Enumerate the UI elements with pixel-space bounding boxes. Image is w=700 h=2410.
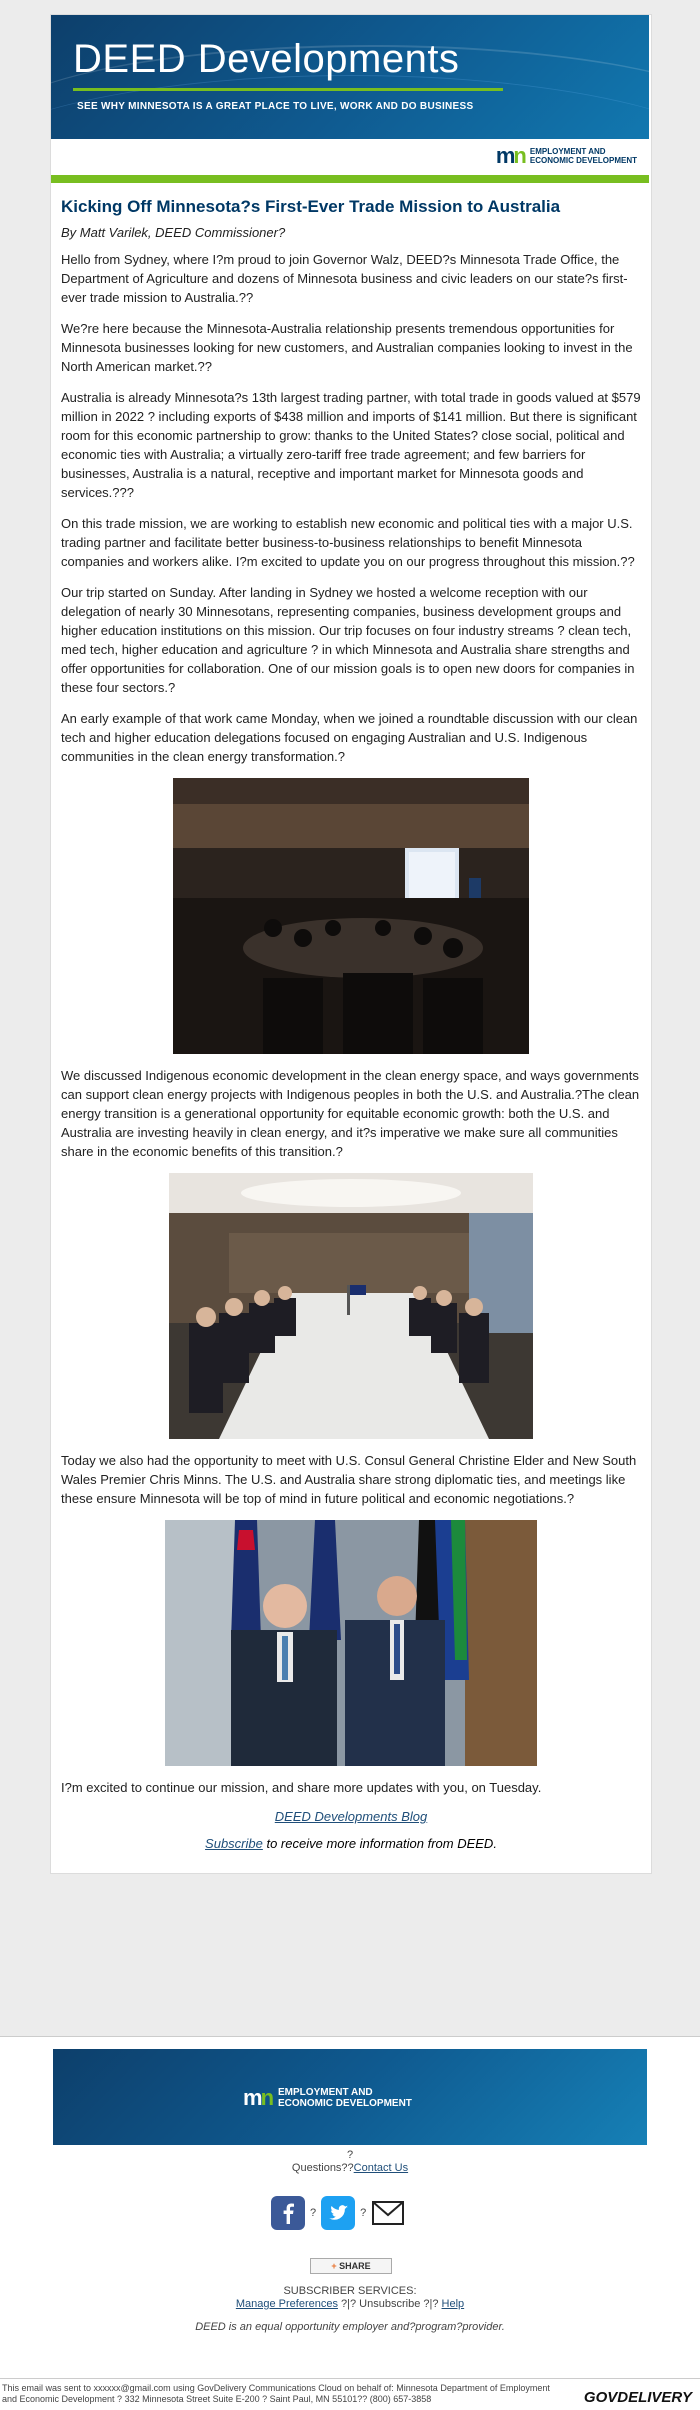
manage-preferences-link[interactable]: Manage Preferences bbox=[235, 2298, 338, 2310]
article-paragraph: We?re here because the Minnesota-Australia relationship presents tremendous opportunities for Minnesota businesses looking for new customers, and Australian companies looking to invest in the North American market.?? bbox=[61, 321, 633, 374]
newsletter-card bbox=[50, 14, 652, 1874]
social-separator: ? bbox=[310, 2207, 317, 2219]
article-paragraph: Australia is already Minnesota?s 13th largest trading partner, with total trade in goods valued at $579 million in 2022 ? including exports of $438 million and imports of $141 million. But there is significant room for this economic partnership to grow: thanks to the United States? close social, political and economic ties with Australia; a virtually zero-tariff free trade agreement; and few barriers for businesses, Australia is a natural, receptive and important market for Minnesota goods and services.??? bbox=[61, 390, 641, 500]
subscribe-text: to receive more information from DEED. bbox=[262, 1836, 497, 1851]
eeo-statement: DEED is an equal opportunity employer and?program?provider. bbox=[195, 2321, 505, 2333]
article-paragraph: Hello from Sydney, where I?m proud to join Governor Walz, DEED?s Minnesota Trade Office, the Department of Agriculture and dozens of Minnesota business and civic leaders on our state?s first-ever trade mission to Australia.?? bbox=[61, 252, 628, 305]
article-paragraph: Today we also had the opportunity to meet with U.S. Consul General Christine Elder and New South Wales Premier Chris Minns. The U.S. and Australia share strong diplomatic ties, and meetings like these ensure Minnesota will be top of mind in future political and economic negotiations.? bbox=[61, 1453, 637, 1506]
footer-logo-icon: mn bbox=[243, 2085, 273, 2110]
blog-link[interactable]: DEED Developments Blog bbox=[274, 1809, 428, 1824]
footer-spacer-char: ? bbox=[346, 2149, 354, 2161]
article-paragraph: On this trade mission, we are working to establish new economic and political ties with a major U.S. trading partner and facilitate better business-to-business relationships to benefit Minnesota companies and workers alike. I?m excited to update you on our progress throughout this mission.?? bbox=[61, 516, 635, 569]
header-banner bbox=[51, 15, 649, 183]
share-icon: + bbox=[331, 2261, 337, 2271]
officials-photo bbox=[165, 1520, 537, 1766]
twitter-icon[interactable] bbox=[320, 2195, 356, 2231]
logo-line-1: EMPLOYMENT AND bbox=[529, 147, 606, 156]
deed-logo bbox=[496, 143, 637, 169]
article-body bbox=[51, 183, 651, 1873]
article-byline: By Matt Varilek, DEED Commissioner? bbox=[61, 225, 286, 240]
social-separator: ? bbox=[360, 2207, 367, 2219]
footer bbox=[0, 2036, 700, 2409]
email-icon[interactable] bbox=[370, 2196, 406, 2230]
contact-us-link[interactable]: Contact Us bbox=[353, 2162, 409, 2174]
article-title: Kicking Off Minnesota?s First-Ever Trade Mission to Australia bbox=[61, 197, 561, 216]
footer-logo bbox=[243, 2085, 412, 2111]
footer-banner bbox=[53, 2049, 647, 2145]
subscriber-services-label: SUBSCRIBER SERVICES: bbox=[283, 2285, 417, 2297]
roundtable-photo bbox=[173, 778, 529, 1054]
newsletter-tagline: SEE WHY MINNESOTA IS A GREAT PLACE TO LIVE, WORK AND DO BUSINESS bbox=[77, 101, 474, 112]
govdelivery-logo[interactable]: GOVDELIVERY bbox=[583, 2389, 692, 2406]
footer-logo-line-2: ECONOMIC DEVELOPMENT bbox=[278, 2098, 412, 2109]
unsubscribe-link[interactable]: ?|? Unsubscribe ?|? bbox=[337, 2298, 442, 2310]
legal-text: This email was sent to xxxxxx@gmail.com using GovDelivery Communications Cloud on behalf of: Minnesota Department of Employment and Economic Development ? 332 Minnesota Street Suite E-200 ? Saint Paul, MN 55101?? (800) 657-3858 bbox=[2, 2383, 550, 2404]
article-paragraph: We discussed Indigenous economic development in the clean energy space, and ways governments can support clean energy projects with Indigenous peoples in both the U.S. and Australia.?The clean energy transition is a generational opportunity for equitable economic growth: both the U.S. and Australia are investing heavily in clean energy, and it?s imperative we make sure all communities share in the economic benefits of this transition.? bbox=[61, 1068, 640, 1159]
newsletter-title: DEED Developments bbox=[73, 37, 460, 81]
article-paragraph: I?m excited to continue our mission, and share more updates with you, on Tuesday. bbox=[61, 1780, 542, 1795]
logo-line-2: ECONOMIC DEVELOPMENT bbox=[529, 156, 637, 165]
footer-logo-line-1: EMPLOYMENT AND bbox=[278, 2087, 373, 2098]
share-button[interactable]: + SHARE bbox=[310, 2258, 392, 2274]
article-paragraph: An early example of that work came Monday, when we joined a roundtable discussion with our clean tech and higher education delegations focused on engaging Australian and U.S. Indigenous communities in the clean energy transformation.? bbox=[61, 711, 638, 764]
questions-label: Questions?? bbox=[291, 2162, 354, 2174]
facebook-icon[interactable] bbox=[270, 2195, 306, 2231]
article-paragraph: Our trip started on Sunday. After landing in Sydney we hosted a welcome reception with our delegation of nearly 30 Minnesotans, representing companies, business development groups and higher education institutions on this mission. Our trip focuses on four industry streams ? clean tech, med tech, higher education and agriculture ? in which Minnesota and Australia share strengths and offer opportunities for collaboration. One of our mission goals is to open new doors for companies in these four sectors.? bbox=[61, 585, 635, 695]
social-links bbox=[270, 2195, 406, 2231]
legal-strip bbox=[0, 2378, 700, 2410]
deed-logo-icon: mn bbox=[495, 143, 525, 168]
meeting-photo bbox=[169, 1173, 533, 1439]
help-link[interactable]: Help bbox=[441, 2298, 465, 2310]
subscribe-link[interactable]: Subscribe bbox=[205, 1836, 263, 1851]
